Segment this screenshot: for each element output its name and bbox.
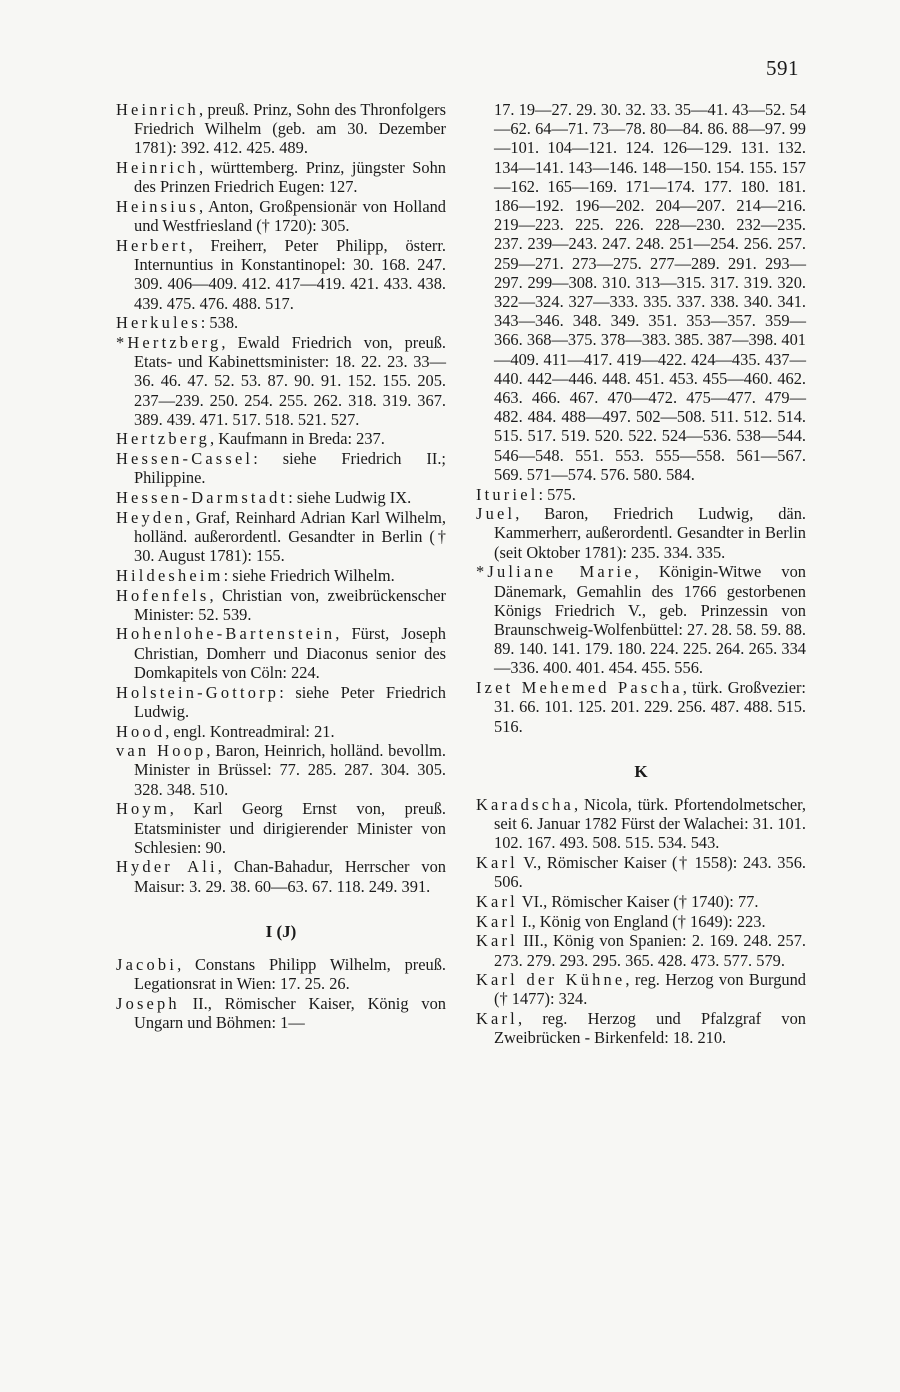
entry-headword: Hohenlohe-Bartenstein <box>116 624 336 644</box>
entry-headword: *Juliane Marie <box>476 562 635 582</box>
entry-headword: Karl der Kühne <box>476 970 626 990</box>
entry-headword: Karl <box>476 931 518 951</box>
entry-text: , Anton, Großpensionär von Holland und Westfriesland († 1720): 305. <box>134 197 446 236</box>
entry-text: , Kaufmann in Breda: 237. <box>210 429 385 449</box>
entry-text: : siehe Friedrich Wilhelm. <box>223 565 395 585</box>
index-entry <box>476 912 806 931</box>
entry-headword: Hertzberg <box>116 429 211 449</box>
entry-text: , Freiherr, Peter Philipp, österr. Internuntius in Konstantinopel: 30. 168. 247. 309. 406—409. 412. 417—419. 421. 433. 438. 439. 475. 476. 488. 517. <box>134 235 446 313</box>
index-entry <box>116 158 446 196</box>
entry-headword: Karl <box>476 853 518 873</box>
entry-headword: Heinrich <box>116 158 199 178</box>
index-entry <box>116 799 446 857</box>
entry-text: : siehe Ludwig IX. <box>288 488 412 508</box>
entry-text: , Karl Georg Ernst von, preuß. Etatsminister und dirigierender Minister von Schlesien: 90. <box>134 799 446 857</box>
entry-headword: Heinsius <box>116 197 199 217</box>
entry-headword: van Hoop <box>116 741 207 761</box>
entry-text: I., König von England († 1649): 223. <box>517 911 766 931</box>
entry-text: III., König von Spanien: 2. 169. 248. 257. 273. 279. 293. 295. 365. 428. 473. 577. 579. <box>494 931 806 970</box>
index-column-right <box>476 100 806 1048</box>
entry-text: , Constans Philipp Wilhelm, preuß. Legationsrat in Wien: 17. 25. 26. <box>134 955 446 994</box>
section-heading: K <box>634 761 648 781</box>
entry-headword: Hood <box>116 721 166 741</box>
index-entry <box>116 449 446 487</box>
index-entry <box>116 333 446 429</box>
entry-text: , Baron, Heinrich, holländ. bevollm. Minister in Brüssel: 77. 285. 287. 304. 305. 328. 348. 510. <box>134 741 446 799</box>
index-entry <box>476 678 806 736</box>
index-entry <box>116 586 446 624</box>
index-entry <box>476 970 806 1008</box>
entry-headword: Hildesheim <box>116 565 224 585</box>
entry-text: : 538. <box>200 313 239 333</box>
page-number: 591 <box>766 56 799 80</box>
entry-headword: Heyden <box>116 507 187 527</box>
entry-text: , engl. Kontreadmiral: 21. <box>165 721 335 741</box>
index-entry <box>476 853 806 891</box>
index-entry <box>476 931 806 969</box>
entry-headword: Karl <box>476 911 518 931</box>
entry-headword: Hofenfels <box>116 585 210 605</box>
entry-headword: Jacobi <box>116 955 178 975</box>
index-entry <box>116 741 446 799</box>
index-column-left <box>116 100 446 1033</box>
entry-headword: Karl <box>476 1009 518 1029</box>
entry-text: V., Römischer Kaiser († 1558): 243. 356. 506. <box>494 853 806 892</box>
entry-headword: Hessen-Darmstadt <box>116 488 289 508</box>
index-entry <box>116 624 446 682</box>
entry-headword: Heinrich <box>116 100 199 119</box>
entry-text: , Ewald Friedrich von, preuß. Etats- und Kabinettsminister: 18. 22. 23. 33—36. 46. 47. 52. 53. 87. 90. 91. 152. 155. 205. 237—239. 250. 254. 255. 262. 318. 319. 367. 389. 439. 471. 517. 518. 521. 527. <box>134 332 446 429</box>
index-entry-continuation: 17. 19—27. 29. 30. 32. 33. 35—41. 43—52. 54—62. 64—71. 73—78. 80—84. 86. 88—97. 99—101. 104—121. 124. 126—129. 131. 132. 134—141. 143—146. 148—150. 154. 155. 157—162. 165—169. 171—174. 177. 180. 181. 186—192. 196—202. 204—207. 214—216. 219—223. 225. 226. 228—230. 232—235. 237. 239—243. 247. 248. 251—254. 256. 257. 259—271. 273—275. 277—289. 291. 293—297. 299—308. 310. 313—315. 317. 319. 320. 322—324. 327—333. 335. 337. 338. 340. 341. 343—346. 348. 349. 351. 353—357. 359—366. 368—375. 378—383. 385. 387—398. 401—409. 411—417. 419—422. 424—435. 437—440. 442—446. 448. 451. 453. 455—460. 462. 463. 466. 467. 470—472. 475—477. 479—482. 484. 488—497. 502—508. 511. 512. 514. 515. 517. 519. 520. 522. 524—536. 538—544. 546—548. 551. 553. 555—558. 561—567. 569. 571—574. 576. 580. 584. <box>494 100 806 484</box>
entry-text: , Nicola, türk. Pfortendolmetscher, seit 6. Januar 1782 Fürst der Walachei: 31. 101. 102. 167. 493. 508. 515. 534. 543. <box>494 794 807 853</box>
entry-headword: Holstein-Gottorp <box>116 682 280 702</box>
index-entry <box>116 313 446 332</box>
entry-text: II., Römischer Kaiser, König von Ungarn und Böhmen: 1— <box>134 993 446 1033</box>
index-entry <box>116 683 446 721</box>
entry-text: , Chan-Bahadur, Herrscher von Maisur: 3. 29. 38. 60—63. 67. 118. 249. 391. <box>134 857 446 896</box>
entry-headword: *Hertzberg <box>116 332 222 352</box>
entry-headword: Ituriel <box>476 484 539 504</box>
entry-text: , reg. Herzog und Pfalzgraf von Zweibrücken - Birkenfeld: 18. 210. <box>494 1009 806 1048</box>
entry-headword: Izet Mehemed Pascha <box>476 678 683 698</box>
entry-text: , preuß. Prinz, Sohn des Thronfolgers Friedrich Wilhelm (geb. am 30. Dezember 1781): 392. 412. 425. 489. <box>134 100 446 158</box>
entry-headword: Hyder Ali <box>116 857 218 877</box>
index-entry <box>116 197 446 235</box>
entry-text: , türk. Großvezier: 31. 66. 101. 125. 201. 229. 256. 487. 488. 515. 516. <box>494 678 806 736</box>
entry-text: , reg. Herzog von Burgund († 1477): 324. <box>494 970 806 1009</box>
index-entry <box>116 994 446 1032</box>
index-entry <box>476 795 806 853</box>
entry-text: : siehe Peter Friedrich Ludwig. <box>134 682 446 721</box>
entry-text: , Baron, Friedrich Ludwig, dän. Kammerherr, außerordentl. Gesandter in Berlin (seit Oktober 1781): 235. 334. 335. <box>494 504 806 562</box>
index-entry <box>476 485 806 504</box>
index-entry <box>116 857 446 895</box>
index-entry <box>476 504 806 562</box>
section-heading: I (J) <box>265 921 297 941</box>
index-entry <box>116 236 446 313</box>
index-entry <box>476 892 806 911</box>
index-entry <box>476 562 806 677</box>
index-entry <box>116 508 446 566</box>
index-entry <box>116 566 446 585</box>
entry-text: VI., Römischer Kaiser († 1740): 77. <box>517 891 759 911</box>
entry-headword: Karadscha <box>476 794 574 814</box>
index-entry <box>116 955 446 993</box>
index-entry <box>476 1009 806 1047</box>
entry-headword: Juel <box>476 504 516 524</box>
entry-headword: Herbert <box>116 235 189 255</box>
entry-headword: Herkules <box>116 313 201 333</box>
entry-text: : siehe Friedrich II.; Philippine. <box>134 449 446 488</box>
entry-text: , württemberg. Prinz, jüngster Sohn des Prinzen Friedrich Eugen: 127. <box>134 158 446 197</box>
index-entry <box>116 429 446 448</box>
index-entry <box>116 488 446 507</box>
entry-text: , Graf, Reinhard Adrian Karl Wilhelm, holländ. außerordentl. Gesandter in Berlin († 30. August 1781): 155. <box>134 507 446 566</box>
entry-headword: Karl <box>476 891 518 911</box>
entry-headword: Hessen-Cassel <box>116 449 254 469</box>
entry-text: , Königin-Witwe von Dänemark, Gemahlin des 1766 gestorbenen Königs Friedrich V., geb. Prinzessin von Braunschweig-Wolfenbüttel: 27. 28. 58. 59. 88. 89. 140. 141. 179. 180. 224. 225. 264. 265. 334—336. 400. 401. 454. 455. 556. <box>494 562 806 678</box>
index-entry <box>116 722 446 741</box>
entry-text: , Christian von, zweibrückenscher Minister: 52. 539. <box>134 585 446 624</box>
entry-text: : 575. <box>538 484 576 504</box>
entry-headword: Hoym <box>116 799 170 819</box>
index-entry <box>116 100 446 158</box>
entry-headword: Joseph <box>116 993 180 1013</box>
entry-text: , Fürst, Joseph Christian, Domherr und Diaconus senior des Domkapitels von Cöln: 224. <box>134 624 446 682</box>
